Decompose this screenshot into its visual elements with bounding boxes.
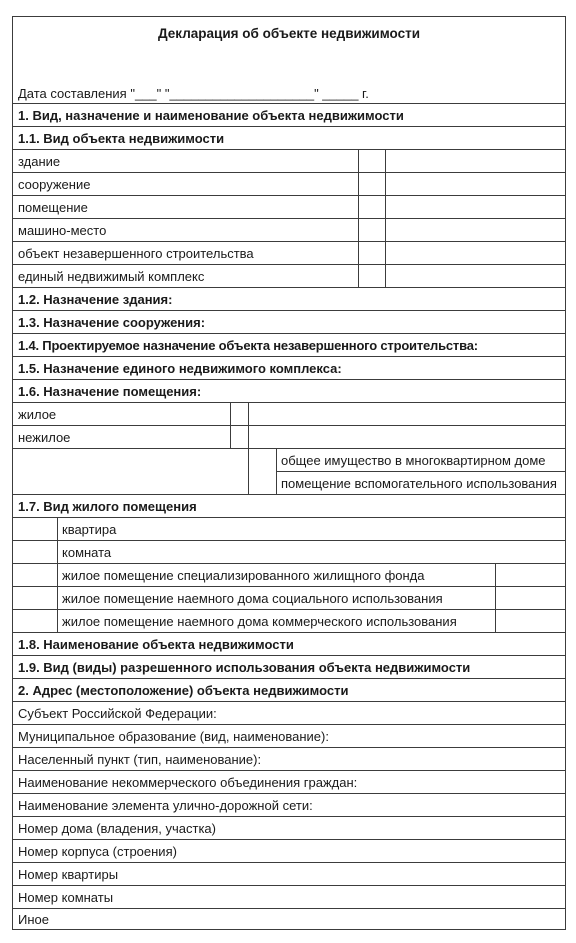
object-type-option: единый недвижимый комплекс bbox=[13, 265, 565, 288]
dwelling-type-option: жилое помещение специализированного жилищного фонда bbox=[57, 564, 565, 587]
dwelling-type-option: жилое помещение наемного дома коммерческого использования bbox=[57, 610, 565, 633]
form-title: Декларация об объекте недвижимости bbox=[158, 26, 420, 41]
section-1-2: 1.2. Назначение здания: bbox=[13, 288, 565, 311]
section-1-heading: 1. Вид, назначение и наименование объекта недвижимости bbox=[13, 104, 565, 127]
blank-cell bbox=[13, 472, 276, 495]
section-1-6-heading: 1.6. Назначение помещения: bbox=[13, 380, 565, 403]
address-row: Иное bbox=[18, 911, 49, 927]
checkbox-column-divider bbox=[230, 403, 231, 449]
premises-purpose-option: нежилое bbox=[13, 426, 565, 449]
section-1-3: 1.3. Назначение сооружения: bbox=[13, 311, 565, 334]
premises-sub-option: общее имущество в многоквартирном доме bbox=[276, 449, 565, 472]
section-1-5: 1.5. Назначение единого недвижимого комплекса: bbox=[13, 357, 565, 380]
section-1-4: 1.4. Проектируемое назначение объекта незавершенного строительства: bbox=[13, 334, 565, 357]
blank-cell bbox=[13, 518, 57, 541]
address-row: Номер корпуса (строения) bbox=[13, 840, 565, 863]
checkbox-column-divider bbox=[248, 449, 249, 495]
section-1-8: 1.8. Наименование объекта недвижимости bbox=[13, 633, 565, 656]
checkbox-column-divider bbox=[57, 518, 58, 633]
section-2-heading: 2. Адрес (местоположение) объекта недвижимости bbox=[13, 679, 565, 702]
address-row: Номер квартиры bbox=[13, 863, 565, 886]
address-row: Населенный пункт (тип, наименование): bbox=[13, 748, 565, 771]
checkbox-column-divider bbox=[248, 403, 249, 449]
date-line: Дата составления "___" "____________________" _____ г. bbox=[13, 77, 565, 104]
address-row: Номер комнаты bbox=[13, 886, 565, 909]
object-type-option: здание bbox=[13, 150, 565, 173]
declaration-form bbox=[12, 16, 566, 930]
object-type-option: объект незавершенного строительства bbox=[13, 242, 565, 265]
dwelling-type-option: квартира bbox=[57, 518, 565, 541]
dwelling-type-option: жилое помещение наемного дома социального использования bbox=[57, 587, 565, 610]
address-row: Наименование элемента улично-дорожной сети: bbox=[13, 794, 565, 817]
address-row: Номер дома (владения, участка) bbox=[13, 817, 565, 840]
blank-cell bbox=[13, 587, 57, 610]
dwelling-type-option: комната bbox=[57, 541, 565, 564]
premises-purpose-option: жилое bbox=[13, 403, 565, 426]
object-type-option: помещение bbox=[13, 196, 565, 219]
object-type-option: сооружение bbox=[13, 173, 565, 196]
blank-cell bbox=[13, 610, 57, 633]
checkbox-column-divider bbox=[358, 150, 359, 288]
premises-sub-option: помещение вспомогательного использования bbox=[276, 472, 565, 495]
section-1-1-heading: 1.1. Вид объекта недвижимости bbox=[13, 127, 565, 150]
object-type-option: машино-место bbox=[13, 219, 565, 242]
address-row: Субъект Российской Федерации: bbox=[13, 702, 565, 725]
blank-cell bbox=[13, 541, 57, 564]
section-1-9: 1.9. Вид (виды) разрешенного использования объекта недвижимости bbox=[13, 656, 565, 679]
checkbox-column-divider bbox=[495, 564, 496, 633]
section-1-7-heading: 1.7. Вид жилого помещения bbox=[13, 495, 565, 518]
address-row: Муниципальное образование (вид, наименование): bbox=[13, 725, 565, 748]
address-row: Наименование некоммерческого объединения граждан: bbox=[13, 771, 565, 794]
checkbox-column-divider bbox=[276, 449, 277, 495]
blank-cell bbox=[13, 564, 57, 587]
checkbox-column-divider bbox=[385, 150, 386, 288]
